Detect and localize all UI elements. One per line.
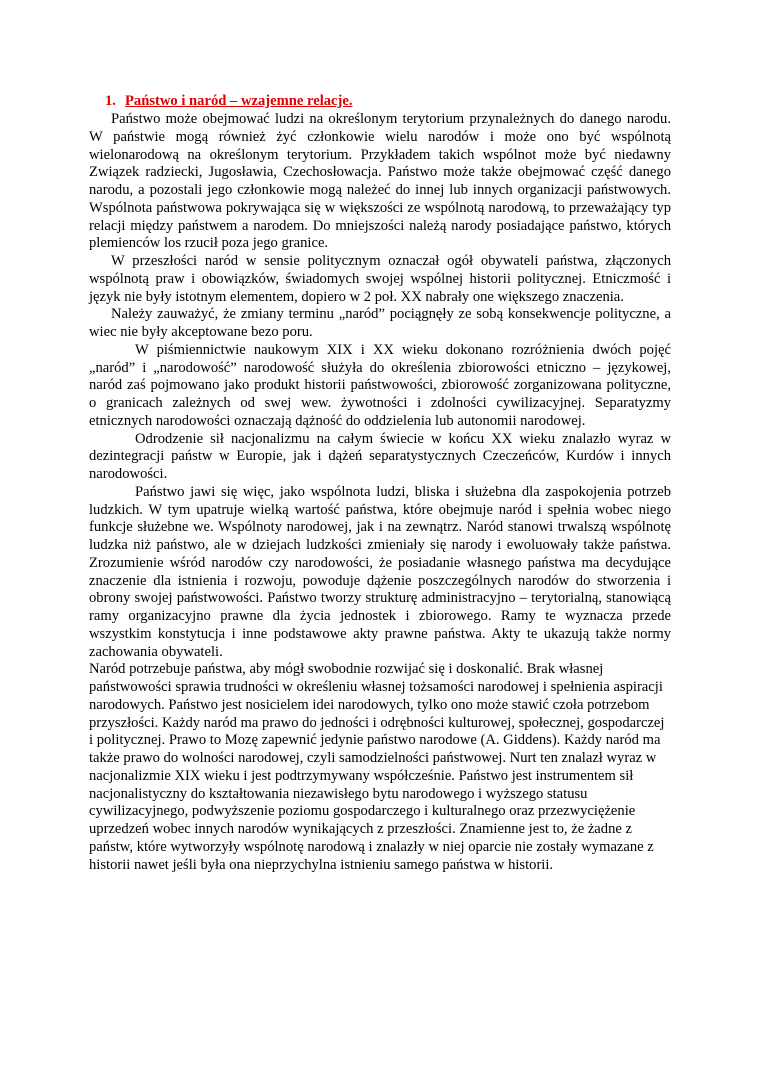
- paragraph-literature-distinction: W piśmiennictwie naukowym XIX i XX wieku dokonano rozróżnienia dwóch pojęć „naród” i „narodowość” narodowość służyła do określenia zbiorowości etniczno – językowej, naród zaś pojmowano jako produkt historii państwowości, zbiorowość zorganizowana polityczne, o granicach zależnych od swej wew. żywotności i zdolności cywilizacyjnej. Separatyzmy etnicznych narodowości oznaczają dążność do oddzielenia lub autonomii narodowej.: [89, 341, 671, 429]
- paragraph-term-change: Należy zauważyć, że zmiany terminu „naród” pociągnęły ze sobą konsekwencje polityczne, a wiec nie były akceptowane bezo poru.: [89, 306, 671, 340]
- section-heading: [89, 92, 671, 110]
- paragraph-state-as-community: Państwo jawi się więc, jako wspólnota ludzi, bliska i służebna dla zaspokojenia potrzeb ludzkich. W tym upatruje wielką wartość państwa, które obejmuje naród i spełnia wobec niego funkcje służebne we. Wspólnoty narodowej, jak i na zewnątrz. Naród stanowi trwalszą wspólnotę ludzka niż państwo, ale w dziejach ludzkości zmieniały się narody i ewoluowały także państwa. Zrozumienie wśród narodów czy narodowości, że posiadanie własnego państwa ma decydujące znaczenie dla istnienia i rozwoju, powoduje dążenie poszczególnych narodów do stworzenia i obrony swojej państwowości. Państwo tworzy strukturę administracyjno – terytorialną, stanowiącą ramy organizacyjno prawne dla życia jednostek i zbiorowego. Ramy te wyznacza przede wszystkim konstytucja i inne podstawowe akty prawne państwa. Akty te ukazują także normy zachowania obywateli.: [89, 483, 671, 660]
- paragraph-state-and-nation: Państwo może obejmować ludzi na określonym terytorium przynależnych do danego narodu. W państwie mogą również żyć członkowie wielu narodów i może ono być wspólnotą wielonarodową na określonym terytorium. Przykładem takich wspólnot może być niedawny Związek radziecki, Jugosławia, Czechosłowacja. Państwo może także obejmować część danego narodu, a pozostali jego członkowie mogą należeć do innej lub innych organizacji państwowych. Wspólnota państwowa pokrywająca się w większości ze wspólnotą narodową, to przeważający typ relacji między państwem a narodem. Do mniejszości należą narody posiadające państwo, których plemienców los rzucił poza jego granice.: [89, 111, 671, 252]
- paragraph-nation-needs-state: Naród potrzebuje państwa, aby mógł swobodnie rozwijać się i doskonalić. Brak własnej państwowości sprawia trudności w określeniu własnej tożsamości narodowej i spełnienia aspiracji narodowych. Państwo jest nosicielem idei narodowych, tylko ono może stawić czoła potrzebom przyszłości. Każdy naród ma prawo do jedności i odrębności kulturowej, społecznej, gospodarczej i politycznej. Prawo to Mozę zapewnić jedynie państwo narodowe (A. Giddens). Każdy naród ma także prawo do wolności narodowej, czyli samodzielności państwowej. Nurt ten znalazł wyraz w nacjonalizmie XIX wieku i jest podtrzymywany współcześnie. Państwo jest instrumentem sił nacjonalistyczny do kształtowania niezawisłego bytu narodowego i wyższego statusu cywilizacyjnego, podwyższenie poziomu gospodarczego i kulturalnego oraz przezwyciężenie uprzedzeń wobec innych narodów wynikających z przeszłości. Znamienne jest to, że żadne z państw, które wytworzyły wspólnotę narodową i znalazły w niej oparcie nie zostały wymazane z historii nawet jeśli była ona nieprzychylna istnieniu samego państwa w historii.: [89, 661, 665, 873]
- document-page: [89, 92, 671, 874]
- section-number: 1.: [105, 93, 116, 109]
- section-title: Państwo i naród – wzajemne relacje.: [125, 93, 353, 109]
- paragraph-political-nation: W przeszłości naród w sensie politycznym oznaczał ogół obywateli państwa, złączonych wspólnotą praw i obowiązków, świadomych swojej wspólnej historii politycznej. Etniczmość i język nie były istotnym elementem, dopiero w 2 poł. XX nabrały one większego znaczenia.: [89, 253, 671, 305]
- paragraph-nationalism-revival: Odrodzenie sił nacjonalizmu na całym świecie w końcu XX wieku znalazło wyraz w dezintegracji państw w Europie, jak i dążeń separatystycznych Czeczeńców, Kurdów i innych narodowości.: [89, 430, 671, 482]
